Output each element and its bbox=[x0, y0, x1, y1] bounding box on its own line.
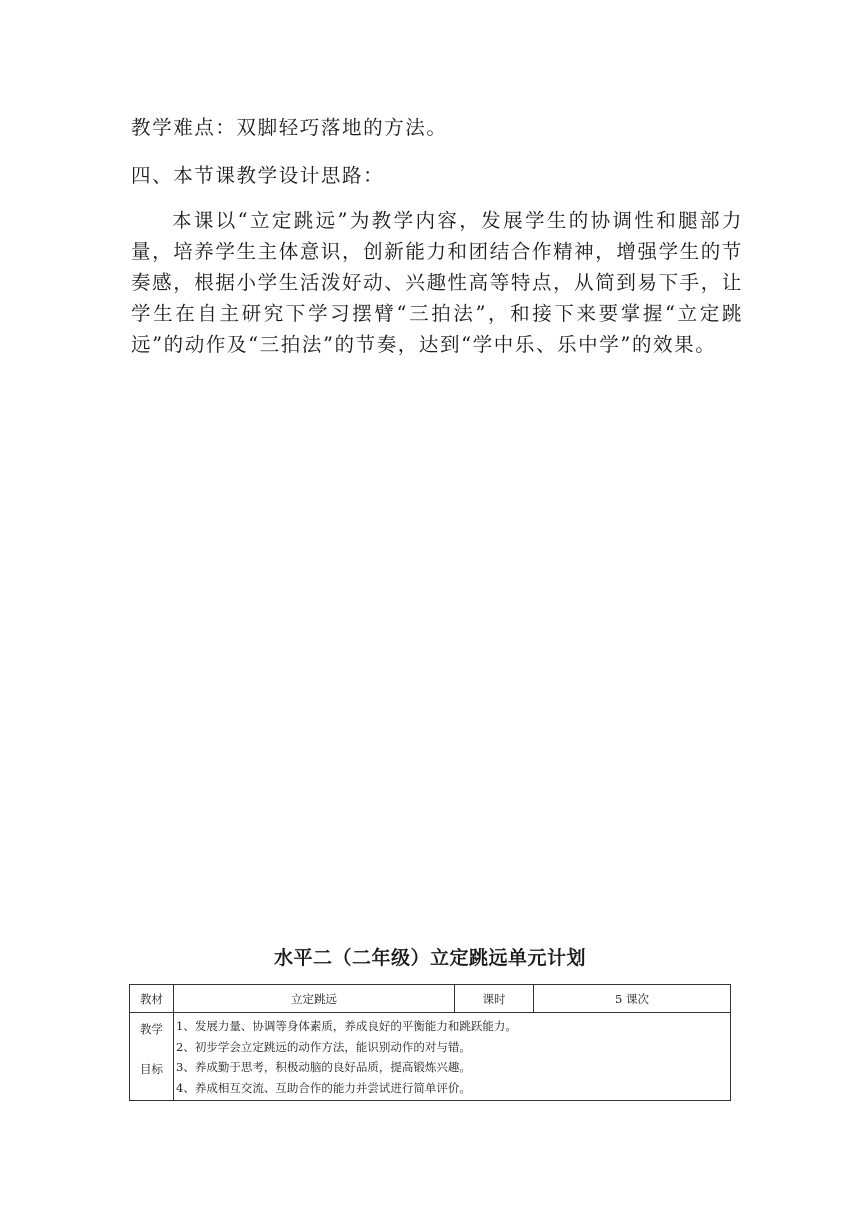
goal-item: 4、养成相互交流、互助合作的能力并尝试进行简单评价。 bbox=[176, 1080, 471, 1095]
unit-plan-table bbox=[129, 984, 731, 1101]
table-row bbox=[130, 1013, 731, 1101]
teaching-difficulty-text: 教学难点：双脚轻巧落地的方法。 bbox=[131, 116, 448, 139]
hours-label: 课时 bbox=[455, 985, 534, 1013]
goals-label bbox=[130, 1013, 174, 1101]
hours-value: 5 课次 bbox=[534, 985, 731, 1013]
material-label: 教材 bbox=[130, 985, 174, 1013]
goals-list bbox=[174, 1013, 731, 1101]
goal-item: 3、养成勤于思考，积极动脑的良好品质，提高锻炼兴趣。 bbox=[176, 1060, 471, 1074]
design-idea-paragraph: 本课以“立定跳远”为教学内容，发展学生的协调性和腿部力量，培养学生主体意识，创新能力和团结合作精神，增强学生的节奏感，根据小学生活泼好动、兴趣性高等特点，从简到易下手，让学生在自主研究下学习摆臂“三拍法”，和接下来要掌握“立定跳远”的动作及“三拍法”的节奏，达到“学中乐、乐中学”的效果。 bbox=[131, 209, 743, 356]
goal-item: 2、初步学会立定跳远的动作方法，能识别动作的对与错。 bbox=[176, 1039, 471, 1054]
section-heading-design-idea: 四、本节课教学设计思路： bbox=[131, 164, 385, 187]
goals-label-bottom: 目标 bbox=[140, 1062, 163, 1076]
goals-label-top: 教学 bbox=[140, 1022, 163, 1036]
material-value: 立定跳远 bbox=[174, 985, 455, 1013]
unit-plan-title: 水平二（二年级）立定跳远单元计划 bbox=[273, 947, 586, 969]
goal-item: 1、发展力量、协调等身体素质，养成良好的平衡能力和跳跃能力。 bbox=[176, 1019, 517, 1033]
table-row bbox=[130, 985, 731, 1013]
